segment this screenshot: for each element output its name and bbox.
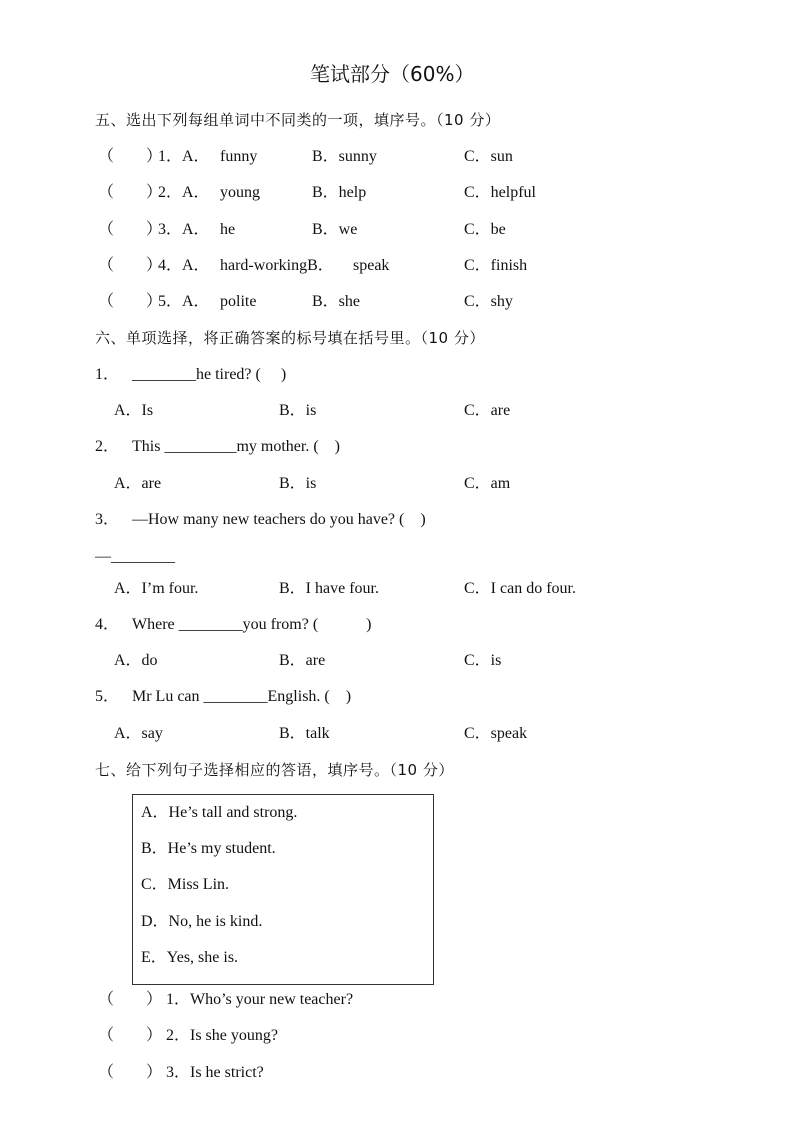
question-number: 5． bbox=[95, 688, 120, 705]
option-c: C．be bbox=[464, 221, 506, 238]
option-b: B．sunny bbox=[312, 148, 377, 165]
question-number: 1． bbox=[95, 366, 120, 383]
item-number: 4．A． bbox=[158, 257, 210, 274]
section7-heading: 七、给下列句子选择相应的答语，填序号。（10 分） bbox=[95, 761, 454, 779]
option-b: B．we bbox=[312, 221, 358, 238]
option-c: C．is bbox=[464, 652, 502, 669]
option-a: young bbox=[220, 184, 260, 201]
answer-bracket[interactable]: （ ） bbox=[98, 221, 163, 238]
option-b: B．she bbox=[312, 293, 361, 310]
answer-option-c: C．Miss Lin. bbox=[141, 876, 230, 893]
option-c: C．am bbox=[464, 475, 511, 492]
option-a: A．say bbox=[114, 725, 163, 742]
section6-heading: 六、单项选择，将正确答案的标号填在括号里。（10 分） bbox=[95, 329, 485, 347]
option-c: C．finish bbox=[464, 257, 528, 274]
item-number: 5．A． bbox=[158, 293, 210, 310]
option-b: speak bbox=[353, 257, 390, 274]
option-c: C．I can do four. bbox=[464, 580, 576, 597]
option-a: A．are bbox=[114, 475, 162, 492]
answer-option-a: A．He’s tall and strong. bbox=[141, 804, 298, 821]
option-b: B．are bbox=[279, 652, 326, 669]
answer-bracket[interactable]: （ ） bbox=[98, 293, 163, 310]
option-a: A．do bbox=[114, 652, 158, 669]
option-c: C．shy bbox=[464, 293, 513, 310]
section5-heading: 五、选出下列每组单词中不同类的一项，填序号。（10 分） bbox=[95, 111, 501, 129]
option-b: B．help bbox=[312, 184, 367, 201]
question-text: 3．Is he strict? bbox=[166, 1064, 264, 1081]
option-a: hard-workingB． bbox=[220, 257, 334, 274]
item-number: 2．A． bbox=[158, 184, 210, 201]
question-text: Where ________you from? ( ) bbox=[132, 616, 372, 633]
question-text: —How many new teachers do you have? ( ) bbox=[132, 511, 426, 528]
answer-bracket[interactable]: （ ） bbox=[98, 1064, 163, 1081]
option-a: polite bbox=[220, 293, 257, 310]
answer-bracket[interactable]: （ ） bbox=[98, 148, 163, 165]
option-b: B．is bbox=[279, 475, 317, 492]
option-c: C．are bbox=[464, 402, 511, 419]
item-number: 1．A． bbox=[158, 148, 210, 165]
option-c: C．sun bbox=[464, 148, 513, 165]
option-a: he bbox=[220, 221, 236, 238]
question-text: 2．Is she young? bbox=[166, 1027, 278, 1044]
option-a: A．I’m four. bbox=[114, 580, 199, 597]
option-b: B．is bbox=[279, 402, 317, 419]
question-number: 4． bbox=[95, 616, 120, 633]
question-number: 2． bbox=[95, 438, 120, 455]
option-c: C．helpful bbox=[464, 184, 536, 201]
question-text: This _________my mother. ( ) bbox=[132, 438, 340, 455]
answer-option-d: D．No, he is kind. bbox=[141, 913, 263, 930]
option-b: B．I have four. bbox=[279, 580, 379, 597]
question-text: 1．Who’s your new teacher? bbox=[166, 991, 354, 1008]
answer-option-e: E．Yes, she is. bbox=[141, 949, 239, 966]
answer-line: —________ bbox=[95, 548, 175, 565]
question-text: ________he tired? ( ) bbox=[132, 366, 287, 383]
answer-bracket[interactable]: （ ） bbox=[98, 257, 163, 274]
page-title: 笔试部分（60%） bbox=[310, 62, 475, 86]
option-b: B．talk bbox=[279, 725, 330, 742]
question-text: Mr Lu can ________English. ( ) bbox=[132, 688, 352, 705]
answer-bracket[interactable]: （ ） bbox=[98, 1027, 163, 1044]
option-c: C．speak bbox=[464, 725, 528, 742]
option-a: A．Is bbox=[114, 402, 154, 419]
answer-option-b: B．He’s my student. bbox=[141, 840, 276, 857]
item-number: 3．A． bbox=[158, 221, 210, 238]
answer-bracket[interactable]: （ ） bbox=[98, 184, 163, 201]
answer-bracket[interactable]: （ ） bbox=[98, 991, 163, 1008]
option-a: funny bbox=[220, 148, 258, 165]
question-number: 3． bbox=[95, 511, 120, 528]
